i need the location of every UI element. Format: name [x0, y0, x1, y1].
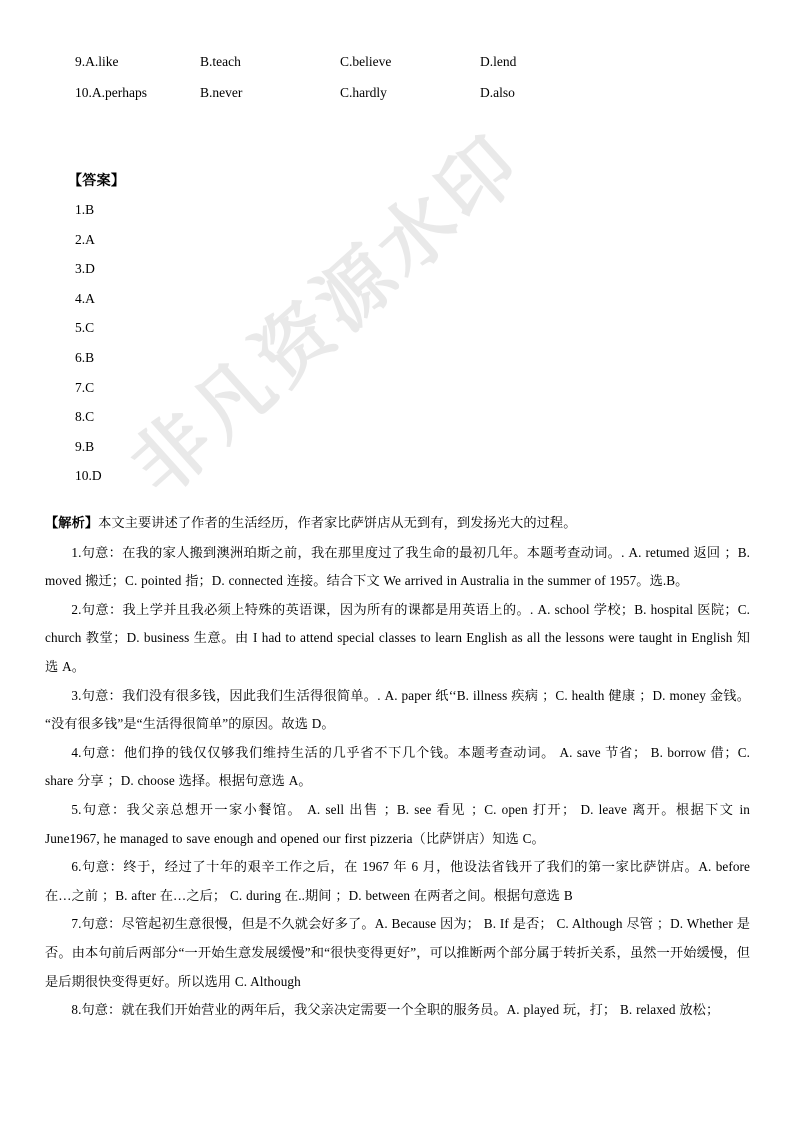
- analysis-item: 3.句意：我们没有很多钱，因此我们生活得很简单。. A. paper 纸‘‘B. illness 疾病 ；C. health 健康 ；D. money 金钱。“没有很多钱”是“生活得很简单”的原因。故选 D。: [45, 687, 750, 732]
- watermark-text: 非凡资源水印: [114, 116, 540, 513]
- analysis-section: [45, 509, 750, 1025]
- answers-section-heading: 【答案】: [68, 173, 126, 189]
- analysis-item: 8.句意：就在我们开始营业的两年后，我父亲决定需要一个全职的服务员。A. played 玩，打； B. relaxed 放松；: [71, 1002, 720, 1018]
- analysis-item: 1.句意：在我的家人搬到澳洲珀斯之前，我在那里度过了我生命的最初几年。本题考查动词。. A. retumed 返回 ；B. moved 搬迁；C. pointed 指；D. connected 连接。结合下文 We arrived in Australia in the summer of 1957。选.B。: [45, 544, 750, 589]
- analysis-item: 2.句意：我上学并且我必须上特殊的英语课，因为所有的课都是用英语上的。. A. school 学校；B. hospital 医院；C. church 教堂；D. business 生意。由 I had to attend special classes to learn English as all the lessons were taught in English 知选 A。: [45, 601, 750, 674]
- option-a[interactable]: 9.A.like: [75, 54, 119, 69]
- answer-item: 10.D: [75, 468, 102, 484]
- answer-item: 5.C: [75, 320, 95, 336]
- analysis-heading-paragraph: [45, 509, 750, 539]
- option-d[interactable]: D.also: [480, 85, 515, 100]
- answer-item: 2.A: [75, 231, 95, 247]
- question-option-row: [75, 83, 735, 114]
- answer-item: 7.C: [75, 379, 95, 395]
- question-options-block: [75, 52, 735, 114]
- answer-item: 8.C: [75, 409, 95, 425]
- answer-item: 4.A: [75, 290, 95, 306]
- analysis-heading-text: 本文主要讲述了作者的生活经历，作者家比萨饼店从无到有，到发扬光大的过程。: [98, 516, 577, 531]
- option-c[interactable]: C.believe: [340, 54, 392, 69]
- answer-item: 1.B: [75, 202, 95, 217]
- option-a[interactable]: 10.A.perhaps: [75, 85, 147, 100]
- analysis-item: 6.句意：终于，经过了十年的艰辛工作之后，在 1967 年 6 月，他设法省钱开了我们的第一家比萨饼店。A. before 在…之前 ；B. after 在…之后； C. during 在..期间 ；D. between 在两者之间。根据句意选 B: [45, 859, 750, 903]
- option-d[interactable]: D.lend: [480, 54, 517, 69]
- question-option-row: [75, 52, 735, 83]
- answer-item: 6.B: [75, 349, 95, 365]
- answers-list: [75, 201, 102, 497]
- answer-item: 3.D: [75, 261, 95, 277]
- analysis-heading-label: 【解析】: [45, 516, 99, 531]
- answer-item: 9.B: [75, 438, 95, 454]
- option-b[interactable]: B.never: [200, 85, 243, 100]
- analysis-item: 7.句意：尽管起初生意很慢，但是不久就会好多了。A. Because 因为； B. If 是否； C. Although 尽管 ；D. Whether 是否。由本句前后两部分“一开始生意发展缓慢”和“很快变得更好”，可以推断两个部分属于转折关系，虽然一开始缓慢，但是后期很快变得更好。所以选用 C. Although: [45, 916, 750, 989]
- option-c[interactable]: C.hardly: [340, 85, 387, 100]
- option-b[interactable]: B.teach: [200, 54, 241, 69]
- analysis-item: 5.句意：我父亲总想开一家小餐馆。 A. sell 出售 ；B. see 看见 ；C. open 打开； D. leave 离开。根据下文 in June1967, he managed to save enough and opened our first pizzeria（比萨饼店）知选 C。: [45, 801, 750, 846]
- analysis-item: 4.句意：他们挣的钱仅仅够我们维持生活的几乎省不下几个钱。本题考查动词。 A. save 节省； B. borrow 借；C. share 分享 ；D. choose 选择。根据句意选 A。: [45, 744, 750, 789]
